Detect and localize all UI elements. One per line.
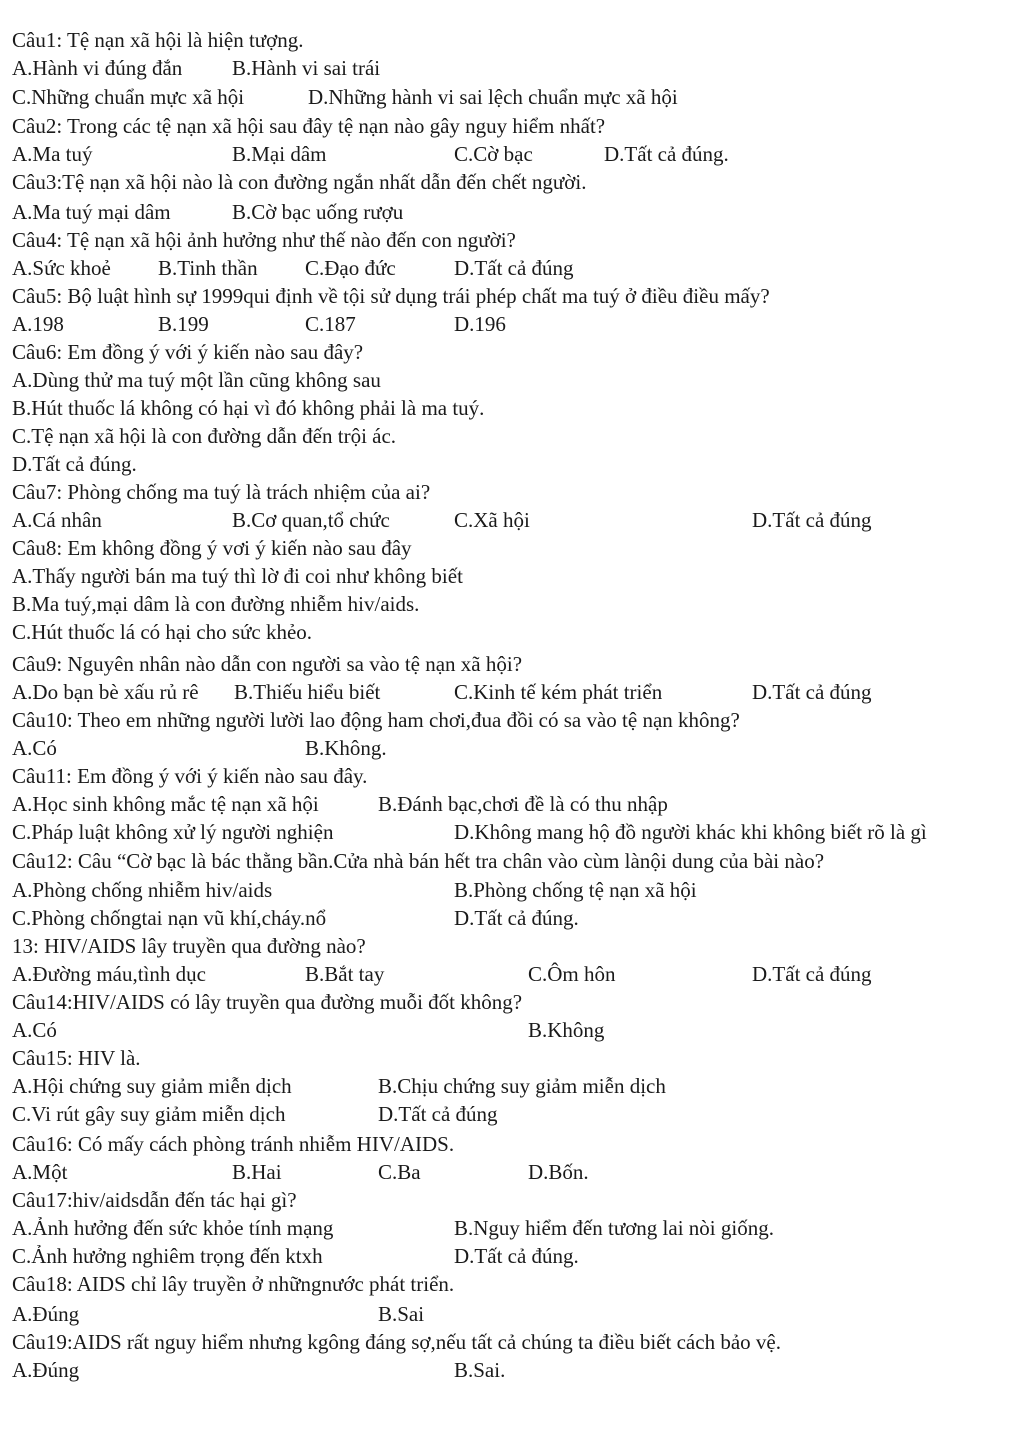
answer-option[interactable]: A.Cá nhân bbox=[12, 508, 102, 532]
question-text: Câu8: Em không đồng ý vơi ý kiến nào sau đây bbox=[12, 536, 412, 560]
answer-option[interactable]: A.Đúng bbox=[12, 1358, 80, 1382]
option-row bbox=[0, 310, 1024, 338]
question-text: Câu17:hiv/aidsdẫn đến tác hại gì? bbox=[12, 1188, 297, 1212]
option-row bbox=[0, 506, 1024, 534]
option-row bbox=[0, 818, 1024, 846]
question-text: Câu4: Tệ nạn xã hội ảnh hưởng như thế nào đến con người? bbox=[12, 228, 516, 252]
answer-option[interactable]: B.Cơ quan,tổ chức bbox=[232, 508, 390, 532]
question-text: Câu5: Bộ luật hình sự 1999qui định về tội sử dụng trái phép chất ma tuý ở điều điều mấy? bbox=[12, 284, 770, 308]
option-row bbox=[0, 254, 1024, 282]
option-row bbox=[0, 450, 1024, 478]
question-9 bbox=[0, 650, 1024, 678]
answer-option[interactable]: D.196 bbox=[454, 312, 506, 336]
question-2 bbox=[0, 112, 1024, 140]
answer-option[interactable]: A.Có bbox=[12, 1018, 57, 1042]
answer-option[interactable]: D.Tất cả đúng bbox=[752, 962, 872, 986]
question-text: Câu19:AIDS rất nguy hiểm nhưng kgông đáng sợ,nếu tất cả chúng ta điều biết cách bảo vệ. bbox=[12, 1330, 781, 1354]
question-text: Câu14:HIV/AIDS có lây truyền qua đường muỗi đốt không? bbox=[12, 990, 523, 1014]
answer-option[interactable]: C.Cờ bạc bbox=[454, 142, 533, 166]
option-row bbox=[0, 960, 1024, 988]
answer-option[interactable]: A.Do bạn bè xấu rủ rê bbox=[12, 680, 199, 704]
question-text: Câu15: HIV là. bbox=[12, 1046, 141, 1070]
answer-option[interactable]: D.Những hành vi sai lệch chuẩn mực xã hội bbox=[308, 85, 678, 109]
answer-option[interactable]: C.Hút thuốc lá có hại cho sức khẻo. bbox=[12, 620, 313, 644]
answer-option[interactable]: C.Xã hội bbox=[454, 508, 530, 532]
option-row bbox=[0, 790, 1024, 818]
option-row bbox=[0, 198, 1024, 226]
answer-option[interactable]: D.Tất cả đúng. bbox=[604, 142, 729, 166]
option-row bbox=[0, 1100, 1024, 1128]
question-8 bbox=[0, 534, 1024, 562]
question-16 bbox=[0, 1130, 1024, 1158]
answer-option[interactable]: A.Có bbox=[12, 736, 57, 760]
question-text: Câu1: Tệ nạn xã hội là hiện tượng. bbox=[12, 28, 304, 52]
answer-option[interactable]: B.Không. bbox=[305, 736, 387, 760]
answer-option[interactable]: B.Sai bbox=[378, 1302, 425, 1326]
question-4 bbox=[0, 226, 1024, 254]
question-13 bbox=[0, 932, 1024, 960]
option-row bbox=[0, 83, 1024, 111]
question-text: Câu10: Theo em những người lười lao động ham chơi,đua đồi có sa vào tệ nạn không? bbox=[12, 708, 740, 732]
answer-option[interactable]: B.Tinh thần bbox=[158, 256, 258, 280]
question-text: Câu2: Trong các tệ nạn xã hội sau đây tệ nạn nào gây nguy hiểm nhất? bbox=[12, 114, 606, 138]
answer-option[interactable]: A.Ma tuý mại dâm bbox=[12, 200, 171, 224]
answer-option[interactable]: B.Cờ bạc uống rượu bbox=[232, 200, 404, 224]
question-10 bbox=[0, 706, 1024, 734]
answer-option[interactable]: D.Tất cả đúng bbox=[378, 1102, 498, 1126]
answer-option[interactable]: B.Hành vi sai trái bbox=[232, 56, 381, 80]
answer-option[interactable]: C.Đạo đức bbox=[305, 256, 396, 280]
answer-option[interactable]: D.Tất cả đúng bbox=[752, 680, 872, 704]
question-7 bbox=[0, 478, 1024, 506]
answer-option[interactable]: D.Bốn. bbox=[528, 1160, 589, 1184]
option-row bbox=[0, 1242, 1024, 1270]
option-row bbox=[0, 1214, 1024, 1242]
answer-option[interactable]: C.Ba bbox=[378, 1160, 421, 1184]
answer-option[interactable]: A.Hội chứng suy giảm miễn dịch bbox=[12, 1074, 292, 1098]
question-6 bbox=[0, 338, 1024, 366]
answer-option[interactable]: A.Đúng bbox=[12, 1302, 80, 1326]
answer-option[interactable]: D.Tất cả đúng bbox=[752, 508, 872, 532]
answer-option[interactable]: A.Học sinh không mắc tệ nạn xã hội bbox=[12, 792, 319, 816]
question-15 bbox=[0, 1044, 1024, 1072]
answer-option[interactable]: A.Hành vi đúng đắn bbox=[12, 56, 183, 80]
question-text: Câu11: Em đồng ý với ý kiến nào sau đây. bbox=[12, 764, 368, 788]
answer-option[interactable]: B.Không bbox=[528, 1018, 605, 1042]
question-text: Câu3:Tệ nạn xã hội nào là con đường ngắn nhất dẫn đến chết người. bbox=[12, 170, 587, 194]
question-text: Câu9: Nguyên nhân nào dẫn con người sa vào tệ nạn xã hội? bbox=[12, 652, 523, 676]
option-row bbox=[0, 618, 1024, 646]
answer-option[interactable]: A.Dùng thử ma tuý một lần cũng không sau bbox=[12, 368, 381, 392]
option-row bbox=[0, 876, 1024, 904]
answer-option[interactable]: C.Phòng chốngtai nạn vũ khí,cháy.nổ bbox=[12, 906, 327, 930]
option-row bbox=[0, 734, 1024, 762]
answer-option[interactable]: B.Sai. bbox=[454, 1358, 506, 1382]
answer-option[interactable]: A.Thấy người bán ma tuý thì lờ đi coi như không biết bbox=[12, 564, 463, 588]
question-12 bbox=[0, 847, 1024, 875]
option-row bbox=[0, 1300, 1024, 1328]
option-row bbox=[0, 1356, 1024, 1384]
option-row bbox=[0, 904, 1024, 932]
answer-option[interactable]: D.Tất cả đúng. bbox=[12, 452, 137, 476]
option-row bbox=[0, 1072, 1024, 1100]
answer-option[interactable]: C.187 bbox=[305, 312, 356, 336]
answer-option[interactable]: C.Kinh tế kém phát triển bbox=[454, 680, 663, 704]
question-text: Câu6: Em đồng ý với ý kiến nào sau đây? bbox=[12, 340, 364, 364]
answer-option[interactable]: A.Đường máu,tình dục bbox=[12, 962, 206, 986]
question-text: Câu7: Phòng chống ma tuý là trách nhiệm của ai? bbox=[12, 480, 431, 504]
option-row bbox=[0, 678, 1024, 706]
question-3 bbox=[0, 168, 1024, 196]
answer-option[interactable]: C.Những chuẩn mực xã hội bbox=[12, 85, 245, 109]
option-row bbox=[0, 394, 1024, 422]
answer-option[interactable]: C.Ôm hôn bbox=[528, 962, 616, 986]
question-text: Câu18: AIDS chỉ lây truyền ở nhữngnước phát triển. bbox=[12, 1272, 455, 1296]
option-row bbox=[0, 366, 1024, 394]
answer-option[interactable]: B.Hai bbox=[232, 1160, 282, 1184]
question-11 bbox=[0, 762, 1024, 790]
question-5 bbox=[0, 282, 1024, 310]
answer-option[interactable]: A.Một bbox=[12, 1160, 68, 1184]
option-row bbox=[0, 54, 1024, 82]
option-row bbox=[0, 1158, 1024, 1186]
answer-option[interactable]: B.Hút thuốc lá không có hại vì đó không phải là ma tuý. bbox=[12, 396, 485, 420]
answer-option[interactable]: B.Ma tuý,mại dâm là con đường nhiễm hiv/aids. bbox=[12, 592, 420, 616]
answer-option[interactable]: C.Ảnh hưởng nghiêm trọng đến ktxh bbox=[12, 1244, 323, 1268]
answer-option[interactable]: B.Bắt tay bbox=[305, 962, 385, 986]
answer-option[interactable]: B.Chịu chứng suy giảm miễn dịch bbox=[378, 1074, 666, 1098]
option-row bbox=[0, 1016, 1024, 1044]
option-row bbox=[0, 590, 1024, 618]
option-row bbox=[0, 140, 1024, 168]
question-1 bbox=[0, 26, 1024, 54]
question-17 bbox=[0, 1186, 1024, 1214]
answer-option[interactable]: C.Tệ nạn xã hội là con đường dẫn đến trội ác. bbox=[12, 424, 397, 448]
answer-option[interactable]: D.Không mang hộ đồ người khác khi không biết rõ là gì bbox=[454, 820, 927, 844]
answer-option[interactable]: B.199 bbox=[158, 312, 209, 336]
question-text: Câu16: Có mấy cách phòng tránh nhiễm HIV/AIDS. bbox=[12, 1132, 455, 1156]
answer-option[interactable]: A.Ảnh hưởng đến sức khỏe tính mạng bbox=[12, 1216, 334, 1240]
answer-option[interactable]: A.Sức khoẻ bbox=[12, 256, 111, 280]
question-18 bbox=[0, 1270, 1024, 1298]
question-text: Câu12: Câu “Cờ bạc là bác thằng bần.Cửa nhà bán hết tra chân vào cùm lànội dung của bài nào? bbox=[12, 849, 825, 873]
answer-option[interactable]: B.Mại dâm bbox=[232, 142, 327, 166]
answer-option[interactable]: C.Vi rút gây suy giảm miễn dịch bbox=[12, 1102, 286, 1126]
answer-option[interactable]: B.Thiếu hiểu biết bbox=[234, 680, 381, 704]
option-row bbox=[0, 562, 1024, 590]
option-row bbox=[0, 422, 1024, 450]
answer-option[interactable]: A.Ma tuý bbox=[12, 142, 93, 166]
answer-option[interactable]: B.Phòng chống tệ nạn xã hội bbox=[454, 878, 697, 902]
answer-option[interactable]: D.Tất cả đúng. bbox=[454, 1244, 579, 1268]
question-14 bbox=[0, 988, 1024, 1016]
question-text: 13: HIV/AIDS lây truyền qua đường nào? bbox=[12, 934, 366, 958]
answer-option[interactable]: D.Tất cả đúng. bbox=[454, 906, 579, 930]
answer-option[interactable]: C.Pháp luật không xử lý người nghiện bbox=[12, 820, 334, 844]
question-19 bbox=[0, 1328, 1024, 1356]
answer-option[interactable]: A.Phòng chống nhiễm hiv/aids bbox=[12, 878, 273, 902]
answer-option[interactable]: A.198 bbox=[12, 312, 64, 336]
answer-option[interactable]: B.Nguy hiểm đến tương lai nòi giống. bbox=[454, 1216, 774, 1240]
answer-option[interactable]: B.Đánh bạc,chơi đề là có thu nhập bbox=[378, 792, 668, 816]
answer-option[interactable]: D.Tất cả đúng bbox=[454, 256, 574, 280]
